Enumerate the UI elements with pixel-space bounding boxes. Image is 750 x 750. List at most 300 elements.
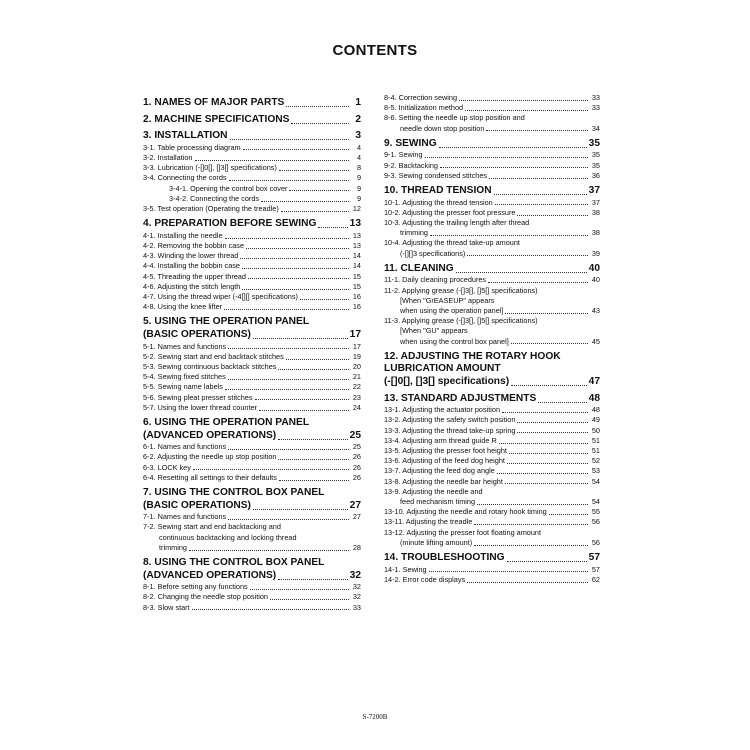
- toc-entry-text: [143, 163, 277, 173]
- toc-dot-leader: [459, 100, 588, 101]
- toc-entry-title: Before setting any functions: [157, 582, 248, 592]
- toc-page-number: 38: [591, 207, 600, 217]
- toc-section-entry: [384, 286, 600, 296]
- toc-entry-number: 10-1.: [384, 197, 401, 207]
- toc-section-entry: [143, 582, 361, 592]
- toc-chapter-entry: [143, 218, 361, 231]
- toc-entry-number: 4-6.: [143, 281, 156, 291]
- toc-entry-number: 14.: [384, 552, 399, 564]
- toc-entry-text: [143, 442, 226, 452]
- toc-entry-title: Adjusting the thread take-up spring: [402, 425, 516, 435]
- toc-entry-title: (ADVANCED OPERATIONS): [143, 429, 277, 441]
- toc-entry-title: Lubrication (-[]0[], []3[] specifications): [157, 163, 277, 173]
- toc-entry-number: 5-4.: [143, 372, 156, 382]
- toc-dot-leader: [240, 258, 349, 259]
- toc-dot-leader: [511, 385, 587, 386]
- toc-entry-title: THREAD TENSION: [401, 185, 492, 197]
- toc-entry-number: 3-3.: [143, 163, 156, 173]
- toc-entry-text: [384, 565, 427, 575]
- toc-section-entry: [384, 124, 600, 134]
- toc-entry-title: Adjusting the thread take-up amount: [402, 238, 520, 248]
- toc-entry-text: [384, 93, 457, 103]
- toc-entry-text: [384, 286, 538, 296]
- toc-entry-number: 10-2.: [384, 207, 401, 217]
- toc-entry-title: Adjusting the trailing length after thread: [402, 218, 530, 228]
- toc-entry-text: [384, 517, 472, 527]
- toc-entry-number: 11.: [384, 262, 398, 274]
- toc-page-number: 56: [591, 537, 600, 547]
- toc-entry-number: 5-1.: [143, 341, 156, 351]
- toc-dot-leader: [278, 579, 347, 580]
- toc-section-entry: [143, 251, 361, 261]
- toc-section-entry: [143, 452, 361, 462]
- toc-entry-number: 6-4.: [143, 472, 156, 482]
- toc-page-number: 8: [356, 163, 361, 173]
- toc-dot-leader: [225, 238, 349, 239]
- toc-entry-number: 9-2.: [384, 160, 397, 170]
- toc-entry-title: Using the lower thread counter: [157, 402, 257, 412]
- toc-page-number: 1: [355, 97, 361, 108]
- toc-dot-leader: [242, 268, 349, 269]
- toc-dot-leader: [430, 235, 588, 236]
- toc-entry-text: [384, 316, 538, 326]
- toc-entry-text: [143, 372, 226, 382]
- toc-page-number: 40: [591, 275, 600, 285]
- toc-entry-text: [384, 103, 463, 113]
- toc-entry-text: [143, 592, 268, 602]
- toc-page-number: 22: [352, 382, 361, 392]
- toc-dot-leader: [289, 190, 349, 191]
- toc-section-entry: [384, 528, 600, 538]
- toc-entry-title: Removing the bobbin case: [157, 241, 245, 250]
- toc-entry-text: [384, 263, 454, 276]
- toc-entry-number: 13-8.: [384, 476, 401, 486]
- toc-entry-text: [143, 114, 289, 127]
- toc-section-entry: [143, 184, 361, 194]
- toc-dot-leader: [494, 194, 587, 195]
- toc-entry-text: [143, 329, 251, 342]
- toc-entry-title: Sewing start and end backtacking and: [157, 522, 281, 532]
- toc-dot-leader: [278, 369, 349, 370]
- toc-section-entry: [384, 538, 600, 548]
- toc-section-entry: [143, 292, 361, 302]
- toc-section-entry: [143, 382, 361, 392]
- toc-entry-text: [143, 417, 309, 430]
- toc-entry-number: 13.: [384, 392, 399, 404]
- toc-page-number: 13: [349, 218, 361, 230]
- toc-page-number: 43: [591, 306, 600, 316]
- toc-section-entry: [384, 426, 600, 436]
- toc-entry-text: [384, 552, 505, 565]
- toc-entry-title: INSTALLATION: [154, 130, 228, 142]
- toc-page-number: 57: [588, 552, 600, 564]
- toc-page-number: 35: [591, 150, 600, 160]
- toc-page-number: 27: [352, 512, 361, 522]
- toc-section-entry: [384, 487, 600, 497]
- toc-section-entry: [384, 575, 600, 585]
- toc-entry-number: 4-3.: [143, 251, 156, 261]
- toc-entry-title: Setting the needle up stop position and: [398, 113, 525, 123]
- toc-section-entry: [143, 153, 361, 163]
- toc-section-entry: [143, 393, 361, 403]
- toc-page-number: 15: [352, 281, 361, 291]
- toc-entry-text: [143, 570, 276, 583]
- toc-entry-number: 8-5.: [384, 103, 397, 113]
- toc-page-number: 52: [591, 456, 600, 466]
- toc-dot-leader: [502, 412, 588, 413]
- toc-entry-title: Adjusting the presser foot height: [402, 446, 507, 456]
- toc-entry-title: USING THE CONTROL BOX PANEL: [154, 487, 325, 499]
- toc-entry-title: Sewing start and end backtack stitches: [157, 351, 284, 361]
- toc-page-number: 62: [591, 574, 600, 584]
- toc-entry-title: (BASIC OPERATIONS): [143, 329, 251, 341]
- toc-page-number: 33: [352, 602, 361, 612]
- toc-dot-leader: [278, 459, 349, 460]
- toc-section-entry: [384, 198, 600, 208]
- toc-entry-text: [143, 342, 226, 352]
- toc-entry-number: 7-1.: [143, 512, 156, 522]
- toc-entry-number: 4-8.: [143, 302, 156, 312]
- toc-entry-text: [384, 487, 483, 497]
- toc-chapter-entry: [384, 263, 600, 276]
- toc-page-number: 48: [588, 392, 600, 404]
- toc-entry-number: 2.: [143, 113, 152, 125]
- toc-entry-text: [143, 603, 190, 613]
- toc-entry-title: Adjusting the stitch length: [157, 281, 241, 291]
- toc-entry-text: [384, 185, 492, 198]
- toc-page-number: 55: [591, 507, 600, 517]
- toc-entry-text: [400, 538, 472, 548]
- toc-entry-title: needle down stop position: [400, 123, 485, 133]
- toc-entry-text: [143, 272, 246, 282]
- toc-chapter-entry: [384, 351, 600, 364]
- toc-entry-title: when using the operation panel]: [400, 306, 504, 316]
- toc-dot-leader: [193, 469, 349, 470]
- toc-entry-number: 14-2.: [384, 574, 401, 584]
- toc-section-entry: [384, 316, 600, 326]
- toc-page-number: 14: [352, 251, 361, 261]
- toc-dot-leader: [477, 504, 588, 505]
- toc-entry-title: when using the control box panel]: [400, 336, 509, 346]
- toc-page-number: 13: [352, 241, 361, 250]
- toc-entry-title: MACHINE SPECIFICATIONS: [154, 113, 290, 125]
- toc-dot-leader: [253, 509, 348, 510]
- toc-section-entry: [143, 372, 361, 382]
- toc-page-number: 45: [591, 336, 600, 346]
- toc-dot-leader: [279, 480, 349, 481]
- toc-section-entry: [143, 231, 361, 241]
- toc-page-number: 25: [349, 429, 361, 441]
- toc-page-number: 9: [356, 193, 361, 203]
- toc-dot-leader: [228, 348, 349, 349]
- toc-section-entry: [384, 296, 600, 306]
- toc-page-number: 15: [352, 271, 361, 281]
- toc-page-number: 34: [591, 123, 600, 133]
- toc-entry-text: [143, 302, 222, 312]
- toc-entry-text: [384, 376, 509, 389]
- toc-entry-text: [384, 150, 423, 160]
- toc-entry-number: 11-1.: [384, 275, 401, 285]
- toc-chapter-entry: [143, 316, 361, 329]
- toc-entry-text: [384, 238, 520, 248]
- toc-entry-text: [400, 326, 468, 336]
- toc-entry-number: 1.: [143, 97, 152, 108]
- toc-entry-number: 13-9.: [384, 486, 401, 496]
- toc-dot-leader: [499, 443, 588, 444]
- toc-entry-text: [384, 393, 536, 406]
- toc-dot-leader: [507, 561, 587, 562]
- toc-chapter-entry: [143, 557, 361, 570]
- toc-page-number: 20: [352, 362, 361, 372]
- toc-entry-text: [143, 500, 251, 513]
- toc-entry-text: [400, 249, 465, 259]
- toc-entry-text: [143, 430, 276, 443]
- toc-chapter-entry: [143, 329, 361, 342]
- toc-section-entry: [384, 446, 600, 456]
- toc-page-number: 49: [591, 415, 600, 425]
- toc-dot-leader: [253, 338, 348, 339]
- toc-entry-text: [143, 403, 257, 413]
- toc-entry-text: [143, 352, 284, 362]
- toc-dot-leader: [489, 178, 588, 179]
- toc-dot-leader: [229, 180, 349, 181]
- toc-entry-text: [143, 292, 298, 302]
- toc-entry-title: NAMES OF MAJOR PARTS: [154, 97, 285, 108]
- toc-entry-title: Daily cleaning procedures: [402, 275, 487, 285]
- toc-entry-title: Sewing name labels: [157, 382, 223, 392]
- toc-section-entry: [384, 565, 600, 575]
- toc-entry-title: Applying grease (-[]3[], []5[] specifications): [401, 316, 538, 326]
- toc-entry-title: Connecting the cords: [157, 173, 227, 183]
- toc-section-entry: [384, 517, 600, 527]
- toc-page-number: 54: [591, 476, 600, 486]
- toc-section-entry: [384, 497, 600, 507]
- toc-entry-title: CLEANING: [400, 262, 454, 274]
- toc-entry-text: [384, 198, 493, 208]
- toc-entry-title: Slow start: [157, 602, 190, 612]
- toc-page-number: 17: [352, 341, 361, 351]
- toc-entry-title: Correction sewing: [398, 93, 458, 102]
- toc-entry-text: [384, 405, 500, 415]
- toc-entry-number: 14-1.: [384, 564, 401, 574]
- toc-page-number: 32: [349, 569, 361, 581]
- toc-page-number: 50: [591, 425, 600, 435]
- toc-section-entry: [143, 362, 361, 372]
- toc-entry-text: [143, 130, 228, 143]
- toc-entry-title: USING THE CONTROL BOX PANEL: [154, 557, 325, 569]
- toc-section-entry: [143, 302, 361, 312]
- toc-entry-title: Adjusting the needle and rotary hook timing: [406, 507, 547, 517]
- toc-entry-number: 5.: [143, 316, 152, 328]
- toc-entry-title: Backtacking: [398, 160, 438, 170]
- toc-entry-title: [When "GrEASEUP" appears: [400, 295, 495, 305]
- toc-entry-text: [143, 382, 223, 392]
- toc-entry-number: 13-7.: [384, 466, 401, 476]
- toc-entry-text: [384, 507, 547, 517]
- toc-chapter-entry: [143, 487, 361, 500]
- toc-entry-text: [143, 473, 277, 483]
- toc-section-entry: [143, 204, 361, 214]
- page-footer-code: S-7200B: [362, 713, 388, 721]
- toc-section-entry: [143, 241, 361, 251]
- toc-entry-title: Names and functions: [157, 512, 227, 522]
- toc-entry-text: [384, 363, 501, 376]
- toc-section-entry: [143, 403, 361, 413]
- toc-page-number: 23: [352, 392, 361, 402]
- toc-entry-title: Adjusting the needle and: [402, 486, 483, 496]
- toc-dot-leader: [318, 227, 347, 228]
- toc-dot-leader: [195, 160, 350, 161]
- toc-entry-title: STANDARD ADJUSTMENTS: [401, 392, 537, 404]
- toc-section-entry: [384, 507, 600, 517]
- toc-entry-number: 3-4-1.: [169, 183, 189, 193]
- toc-entry-title: LUBRICATION AMOUNT: [384, 363, 501, 375]
- toc-dot-leader: [246, 248, 349, 249]
- toc-page-number: 39: [591, 248, 600, 258]
- toc-dot-leader: [230, 139, 349, 140]
- toc-chapter-entry: [384, 393, 600, 406]
- toc-entry-title: Table processing diagram: [157, 142, 241, 152]
- toc-entry-text: [169, 184, 287, 194]
- toc-page-number: 24: [352, 402, 361, 412]
- toc-section-entry: [384, 275, 600, 285]
- toc-section-entry: [384, 415, 600, 425]
- toc-entry-number: 13-12.: [384, 527, 405, 537]
- toc-entry-number: 13-5.: [384, 446, 401, 456]
- toc-entry-title: TROUBLESHOOTING: [401, 552, 505, 564]
- toc-entry-number: 3-5.: [143, 204, 156, 213]
- toc-entry-text: [143, 316, 309, 329]
- toc-dot-leader: [488, 282, 588, 283]
- toc-entry-title: feed mechanism timing: [400, 497, 476, 507]
- toc-entry-text: [400, 497, 475, 507]
- toc-entry-number: 6-2.: [143, 452, 156, 462]
- toc-page-number: 53: [591, 466, 600, 476]
- toc-dot-leader: [439, 147, 587, 148]
- toc-entry-title: Sewing fixed stitches: [157, 372, 226, 382]
- page-title: CONTENTS: [332, 42, 418, 59]
- toc-dot-leader: [425, 157, 588, 158]
- toc-dot-leader: [467, 255, 588, 256]
- toc-entry-number: 4.: [143, 218, 152, 230]
- toc-entry-text: [143, 261, 240, 271]
- toc-entry-text: [384, 575, 465, 585]
- toc-dot-leader: [224, 309, 349, 310]
- toc-entry-text: [159, 533, 297, 543]
- toc-entry-text: [143, 282, 240, 292]
- toc-entry-number: 5-7.: [143, 402, 156, 412]
- toc-section-entry: [384, 326, 600, 336]
- toc-page-number: 36: [591, 170, 600, 180]
- toc-entry-text: [143, 452, 276, 462]
- toc-dot-leader: [279, 170, 349, 171]
- toc-section-entry: [143, 194, 361, 204]
- toc-entry-number: 5-5.: [143, 382, 156, 392]
- toc-page-number: 33: [591, 93, 600, 102]
- toc-entry-title: (ADVANCED OPERATIONS): [143, 569, 277, 581]
- toc-entry-title: Sewing: [402, 564, 427, 574]
- toc-section-entry: [143, 163, 361, 173]
- toc-entry-text: [384, 446, 507, 456]
- toc-entry-text: [384, 218, 529, 228]
- toc-entry-text: [143, 557, 324, 570]
- toc-dot-leader: [517, 215, 588, 216]
- toc-chapter-entry: [384, 185, 600, 198]
- toc-entry-title: Adjusting the safety switch position: [402, 415, 516, 425]
- toc-entry-number: 11-3.: [384, 316, 401, 326]
- toc-section-entry: [384, 337, 600, 347]
- toc-entry-title: Installing the bobbin case: [157, 261, 240, 271]
- toc-page-number: 19: [352, 351, 361, 361]
- toc-page-number: 51: [591, 446, 600, 456]
- toc-entry-title: (minute lifting amount): [400, 537, 473, 547]
- toc-entry-title: Adjusting arm thread guide R: [402, 435, 497, 445]
- toc-entry-number: 4-2.: [143, 241, 156, 250]
- toc-entry-title: Initialization method: [398, 103, 464, 113]
- toc-left-column: [143, 93, 361, 613]
- toc-page-number: 48: [591, 405, 600, 415]
- toc-entry-title: Adjusting the feed dog angle: [402, 466, 495, 476]
- toc-section-entry: [384, 306, 600, 316]
- toc-page-number: 12: [352, 204, 361, 213]
- toc-entry-title: Names and functions: [157, 442, 227, 452]
- toc-dot-leader: [505, 483, 588, 484]
- toc-entry-number: 13-4.: [384, 435, 401, 445]
- toc-entry-title: Winding the lower thread: [157, 251, 239, 261]
- toc-dot-leader: [509, 453, 588, 454]
- toc-dot-leader: [270, 599, 349, 600]
- toc-entry-number: 7-2.: [143, 522, 156, 532]
- toc-page-number: 40: [588, 262, 600, 274]
- toc-entry-text: [143, 204, 279, 214]
- toc-dot-leader: [517, 422, 588, 423]
- toc-entry-title: PREPARATION BEFORE SEWING: [154, 218, 317, 230]
- toc-entry-text: [384, 528, 541, 538]
- toc-page-number: 56: [591, 517, 600, 527]
- toc-entry-title: Using the knee lifter: [157, 302, 223, 312]
- toc-entry-title: LOCK key: [157, 462, 191, 472]
- toc-entry-text: [143, 522, 281, 532]
- toc-section-entry: [384, 436, 600, 446]
- toc-page-number: 17: [349, 329, 361, 341]
- toc-page-number: 9: [356, 173, 361, 183]
- toc-entry-number: 13-2.: [384, 415, 401, 425]
- toc-entry-text: [143, 463, 191, 473]
- toc-page-number: 25: [352, 442, 361, 452]
- toc-chapter-entry: [384, 376, 600, 389]
- toc-section-entry: [384, 103, 600, 113]
- toc-entry-title: Adjusting the treadle: [405, 517, 473, 527]
- toc-entry-title: Names and functions: [157, 341, 227, 351]
- toc-chapter-entry: [143, 130, 361, 143]
- toc-section-entry: [143, 173, 361, 183]
- toc-page-number: 37: [591, 197, 600, 207]
- toc-dot-leader: [248, 278, 349, 279]
- toc-chapter-entry: [143, 114, 361, 127]
- toc-dot-leader: [467, 582, 588, 583]
- toc-section-entry: [384, 171, 600, 181]
- toc-entry-text: [384, 477, 503, 487]
- toc-entry-text: [400, 228, 428, 238]
- toc-entry-number: 3.: [143, 130, 152, 142]
- toc-entry-number: 3-4.: [143, 173, 156, 183]
- toc-entry-title: Connecting the cords: [190, 193, 260, 203]
- toc-section-entry: [143, 473, 361, 483]
- toc-dot-leader: [429, 571, 588, 572]
- toc-entry-title: trimming: [159, 542, 187, 552]
- toc-entry-title: Adjusting the presser foot pressure: [402, 207, 516, 217]
- toc-chapter-entry: [143, 97, 361, 110]
